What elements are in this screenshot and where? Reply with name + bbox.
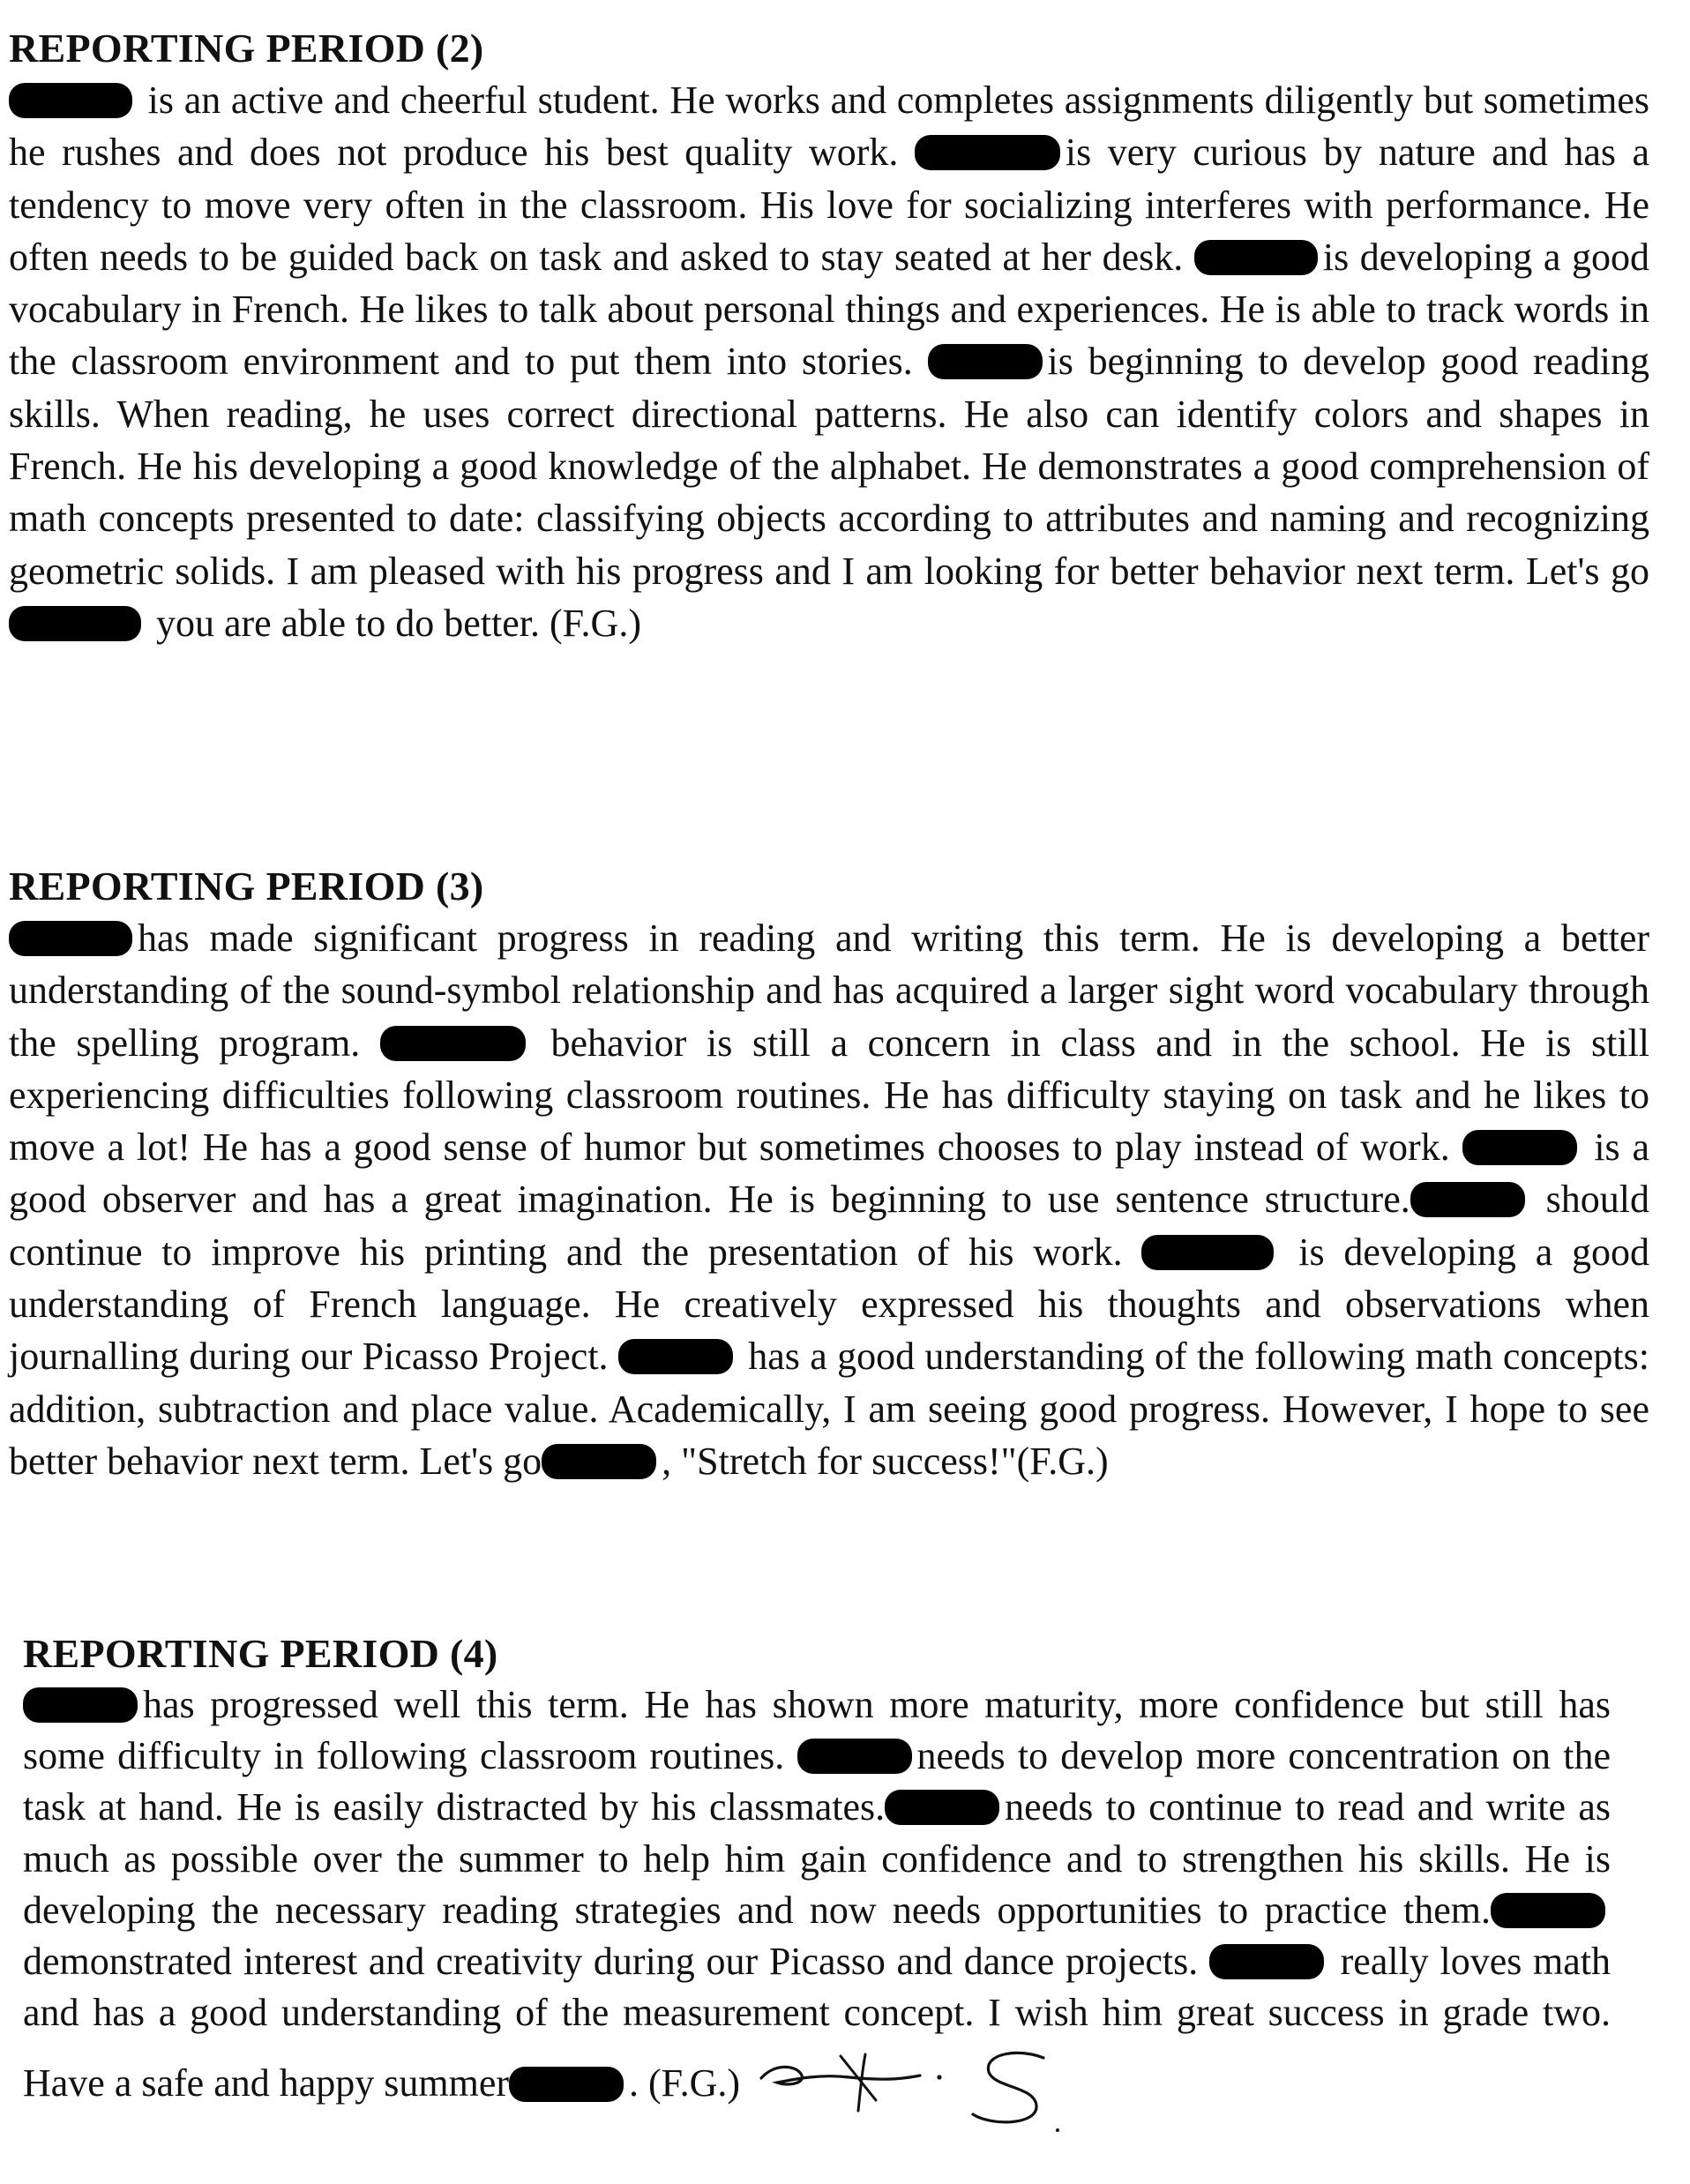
comment-text: has made significant progress in reading and writing this term. He is developing a better understanding of the sound-symbol relationship and has acquired a larger sight word vocabulary through the spelling program.: [9, 916, 1649, 1065]
reporting-period-2-section: [9, 23, 1649, 649]
redacted-name: [1209, 1944, 1324, 1979]
comment-text: . (F.G.): [629, 2061, 741, 2105]
reporting-period-3-section: [9, 861, 1649, 1487]
comment-text: needs to continue to read and write as much as possible over the summer to help him gain confidence and to strengthen his skills. He is developing the necessary reading strategies and now needs opportunities to practice them.: [23, 1785, 1611, 1932]
redacted-name: [542, 1444, 656, 1479]
redacted-name: [1410, 1182, 1525, 1217]
comment-text: , "Stretch for success!"(F.G.): [662, 1439, 1109, 1483]
reporting-period-3-comment: [9, 912, 1649, 1487]
redacted-name: [9, 921, 132, 956]
redacted-name: [380, 1026, 526, 1061]
comment-text: has progressed well this term. He has shown more maturity, more confidence but still has some difficulty in following classroom routines.: [23, 1683, 1611, 1778]
redacted-name: [1141, 1235, 1274, 1270]
redacted-name: [23, 1687, 138, 1723]
redacted-name: [915, 135, 1060, 170]
redacted-name: [1194, 240, 1318, 275]
redacted-name: [1462, 1130, 1577, 1165]
redacted-name: [885, 1790, 999, 1825]
redacted-name: [509, 2067, 624, 2102]
comment-text: demonstrated interest and creativity during our Picasso and dance projects.: [23, 1940, 1199, 1984]
comment-text: is developing a good understanding of French language. He creatively expressed his thoughts and observations when journalling during our Picasso Project.: [9, 1230, 1650, 1379]
reporting-period-3-heading: REPORTING PERIOD (3): [9, 864, 484, 909]
redacted-name: [9, 606, 141, 641]
reporting-period-2-heading: REPORTING PERIOD (2): [9, 26, 484, 71]
redacted-name: [797, 1739, 912, 1774]
reporting-period-4-heading: REPORTING PERIOD (4): [23, 1631, 498, 1676]
comment-text: needs to develop more concentration on the task at hand. He is easily distracted by his classmates.: [23, 1734, 1611, 1829]
comment-text: is very curious by nature and has a tendency to move very often in the classroom. His love for socializing interferes with performance. He often needs to be guided back on task and asked to stay seated at her desk.: [9, 131, 1650, 279]
redacted-name: [9, 83, 132, 118]
redacted-name: [1491, 1893, 1605, 1928]
comment-text: should continue to improve his printing and the presentation of his work.: [9, 1178, 1649, 1274]
reporting-period-2-comment: [9, 74, 1649, 649]
teacher-signature: [752, 2038, 1070, 2135]
comment-text: is developing a good vocabulary in French. He likes to talk about personal things and experiences. He is able to track words in the classroom environment and to put them into stories.: [9, 235, 1650, 384]
comment-text: really loves math and has a good understanding of the measurement concept. I wish him great success in grade two. Have a safe and happy summer: [23, 1940, 1611, 2105]
reporting-period-4-section: [23, 1628, 1611, 2135]
comment-text: has a good understanding of the following math concepts: addition, subtraction and place value. Academically, I am seeing good progress. However, I hope to see better behavior next term. Let's go: [9, 1335, 1650, 1483]
comment-text: behavior is still a concern in class and in the school. He is still experiencing difficulties following classroom routines. He has difficulty staying on task and he likes to move a lot! He has a good sense of humor but sometimes chooses to play instead of work.: [9, 1021, 1650, 1170]
reporting-period-4-comment: [23, 1679, 1611, 2135]
redacted-name: [928, 344, 1043, 379]
comment-text: is a good observer and has a great imagination. He is beginning to use sentence structure.: [9, 1126, 1650, 1222]
redacted-name: [618, 1339, 733, 1374]
comment-text: is beginning to develop good reading skills. When reading, he uses correct directional patterns. He also can identify colors and shapes in French. He his developing a good knowledge of the alphabet. He demonstrates a good comprehension of math concepts presented to date: classifying objects according to attributes and naming and recognizing geometric solids. I am pleased with his progress and I am looking for better behavior next term. Let's go: [9, 340, 1649, 593]
comment-text: you are able to do better. (F.G.): [156, 601, 641, 645]
comment-text: is an active and cheerful student. He works and completes assignments diligently but sometimes he rushes and does not produce his best quality work.: [9, 79, 1649, 175]
